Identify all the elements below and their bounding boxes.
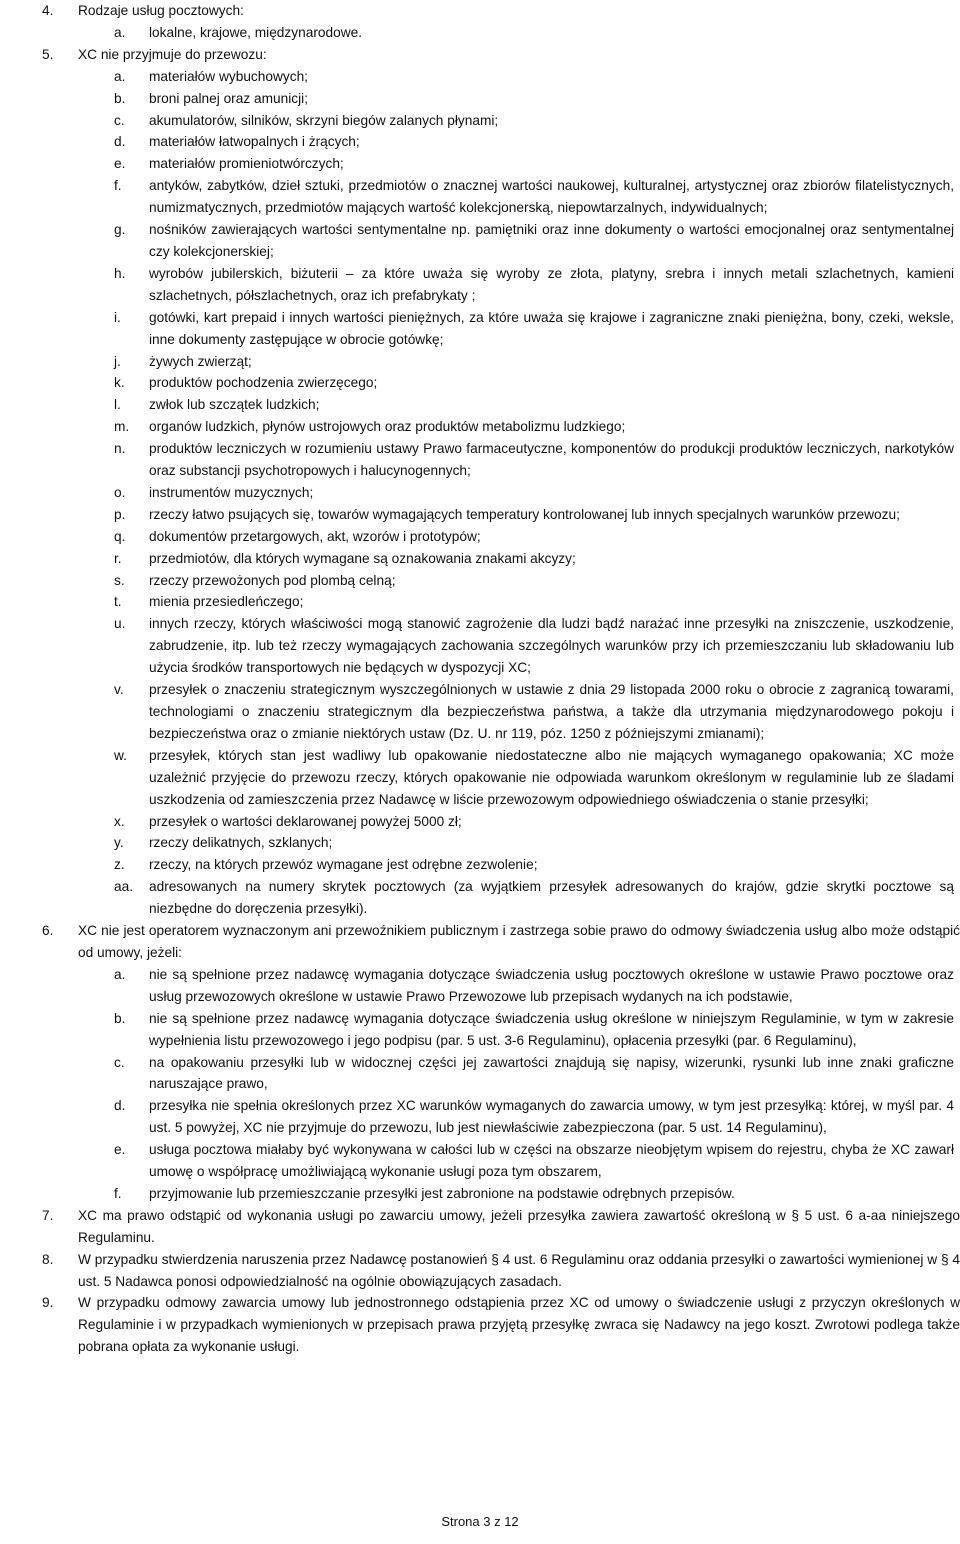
list-item-letter: u. bbox=[114, 616, 126, 632]
list-item bbox=[0, 110, 960, 132]
list-item-text: żywych zwierząt; bbox=[149, 353, 252, 369]
list-item-letter: d. bbox=[114, 1098, 126, 1114]
list-item bbox=[0, 307, 960, 351]
list-item-text: na opakowaniu przesyłki lub w widocznej części jej zawartości znajdują się napisy, wizerunki, rysunki lub inne znaki graficzne naruszające prawo, bbox=[149, 1054, 954, 1092]
list-item bbox=[0, 482, 960, 504]
list-item-text: przedmiotów, dla których wymagane są oznakowania znakami akcyzy; bbox=[149, 550, 576, 566]
list-item bbox=[0, 153, 960, 175]
list-item bbox=[0, 263, 960, 307]
section-number: 6. bbox=[42, 923, 54, 939]
list-item-text: instrumentów muzycznych; bbox=[149, 484, 314, 500]
list-item-letter: t. bbox=[114, 594, 122, 610]
list-item bbox=[0, 1139, 960, 1183]
list-item-letter: h. bbox=[114, 265, 126, 281]
section-text: W przypadku odmowy zawarcia umowy lub jednostronnego odstąpienia przez XC od umowy o świadczenie usługi z przyczyn określonych w Regulaminie i w przypadkach wymienionych w przepisach prawa przyjętą przesyłkę zwraca się Nadawcy na jego koszt. Zwrotowi podlega także pobrana opłata za wykonanie usługi. bbox=[78, 1295, 960, 1355]
list-item bbox=[0, 526, 960, 548]
list-item-letter: r. bbox=[114, 550, 122, 566]
list-item bbox=[0, 131, 960, 153]
list-item bbox=[0, 22, 960, 44]
list-item bbox=[0, 372, 960, 394]
list-item bbox=[0, 570, 960, 592]
list-item-text: zwłok lub szczątek ludzkich; bbox=[149, 397, 320, 413]
list-item bbox=[0, 504, 960, 526]
list-item-text: materiałów wybuchowych; bbox=[149, 68, 308, 84]
list-item bbox=[0, 1183, 960, 1205]
section-number: 5. bbox=[42, 46, 54, 62]
list-item-letter: i. bbox=[114, 309, 121, 325]
list-item-letter: aa. bbox=[114, 879, 134, 895]
list-item-letter: d. bbox=[114, 134, 126, 150]
list-item-letter: f. bbox=[114, 1185, 122, 1201]
list-item bbox=[0, 548, 960, 570]
list-item bbox=[0, 175, 960, 219]
list-item bbox=[0, 1052, 960, 1096]
list-item-letter: p. bbox=[114, 506, 126, 522]
list-item bbox=[0, 832, 960, 854]
list-item-letter: g. bbox=[114, 222, 126, 238]
section-5 bbox=[0, 44, 960, 66]
list-item-letter: o. bbox=[114, 484, 126, 500]
list-item-letter: q. bbox=[114, 528, 126, 544]
section-6 bbox=[0, 920, 960, 964]
list-item-text: organów ludzkich, płynów ustrojowych oraz produktów metabolizmu ludzkiego; bbox=[149, 419, 626, 435]
list-item-text: produktów leczniczych w rozumieniu ustawy Prawo farmaceutyczne, komponentów do produkcji produktów leczniczych, narkotyków oraz substancji psychotropowych i halucynogennych; bbox=[149, 441, 954, 479]
list-item-letter: a. bbox=[114, 966, 126, 982]
list-item-letter: x. bbox=[114, 813, 125, 829]
list-item bbox=[0, 964, 960, 1008]
list-item-text: dokumentów przetargowych, akt, wzorów i prototypów; bbox=[149, 528, 481, 544]
list-item-letter: k. bbox=[114, 375, 125, 391]
list-item-text: produktów pochodzenia zwierzęcego; bbox=[149, 375, 378, 391]
list-item bbox=[0, 219, 960, 263]
list-item-text: adresowanych na numery skrytek pocztowych (za wyjątkiem przesyłek adresowanych do krajów, gdzie skrytki pocztowe są niezbędne do doręczenia przesyłki). bbox=[149, 879, 954, 917]
page-footer: Strona 3 z 12 bbox=[441, 1514, 519, 1529]
section-number: 7. bbox=[42, 1207, 54, 1223]
list-item-text: przyjmowanie lub przemieszczanie przesyłki jest zabronione na podstawie odrębnych przepisów. bbox=[149, 1185, 735, 1201]
list-item-letter: c. bbox=[114, 1054, 125, 1070]
list-item-letter: w. bbox=[114, 747, 127, 763]
list-item-text: nośników zawierających wartości sentymentalne np. pamiętniki oraz inne dokumenty o wartości emocjonalnej oraz sentymentalnej czy kolekcjonerskiej; bbox=[149, 222, 954, 259]
list-item-text: nie są spełnione przez nadawcę wymagania dotyczące świadczenia usług określone w niniejszym Regulaminie, w tym w zakresie wypełnienia listu przewozowego i jego podpisu (par. 5 ust. 3-6 Regulaminu), opłacenia przesyłki (par. 6 Regulaminu), bbox=[149, 1010, 954, 1048]
list-item-text: usługa pocztowa miałaby być wykonywana w całości lub w części na obszarze nieobjętym wpisem do rejestru, chyba że XC zawarł umowę o współpracę umożliwiającą wykonanie usługi poza tym obszarem, bbox=[149, 1142, 954, 1180]
list-item-text: nie są spełnione przez nadawcę wymagania dotyczące świadczenia usług pocztowych określone w ustawie Prawo pocztowe oraz usług przewozowych określone w ustawie Prawo Przewozowe lub przepisach wydanych na ich podstawie, bbox=[149, 966, 954, 1004]
list-item bbox=[0, 394, 960, 416]
list-item bbox=[0, 1095, 960, 1139]
list-item-letter: z. bbox=[114, 857, 125, 873]
list-item-text: przesyłek, których stan jest wadliwy lub opakowanie niedostateczne albo nie mających wymaganego opakowania; XC może uzależnić przyjęcie do przewozu rzeczy, których opakowanie nie odpowiada warunkom określonym w regulaminie lub ze śladami uszkodzenia od zamieszczenia przez Nadawcę w liście przewozowym odpowiedniego oświadczenia o stanie przesyłki; bbox=[149, 747, 954, 807]
section-9 bbox=[0, 1292, 960, 1358]
list-item-text: mienia przesiedleńczego; bbox=[149, 594, 304, 610]
section-text: W przypadku stwierdzenia naruszenia przez Nadawcę postanowień § 4 ust. 6 Regulaminu oraz oddania przesyłki o zawartości wymienionej w § 4 ust. 5 Nadawca ponosi odpowiedzialność na ogólnie obowiązujących zasadach. bbox=[78, 1251, 960, 1289]
section-text: XC nie jest operatorem wyznaczonym ani przewoźnikiem publicznym i zastrzega sobie prawo do odmowy świadczenia usług albo może odstąpić od umowy, jeżeli: bbox=[78, 923, 960, 960]
list-item-letter: b. bbox=[114, 1010, 126, 1026]
list-item bbox=[0, 679, 960, 745]
list-item bbox=[0, 88, 960, 110]
list-item-letter: y. bbox=[114, 835, 124, 851]
list-item-text: rzeczy, na których przewóz wymagane jest odrębne zezwolenie; bbox=[149, 857, 538, 873]
list-item bbox=[0, 351, 960, 373]
list-item-letter: c. bbox=[114, 112, 125, 128]
list-item bbox=[0, 591, 960, 613]
list-item-text: rzeczy delikatnych, szklanych; bbox=[149, 835, 333, 851]
list-item-text: innych rzeczy, których właściwości mogą stanowić zagrożenie dla ludzi bądź narażać inne przesyłki na zniszczenie, uszkodzenie, zabrudzenie, itp. lub też rzeczy wymagających zachowania szczególnych warunków przy ich przemieszczaniu lub składowaniu lub użycia środków transportowych nie będących w dyspozycji XC; bbox=[149, 616, 954, 676]
list-item bbox=[0, 438, 960, 482]
list-item-text: materiałów łatwopalnych i żrących; bbox=[149, 134, 360, 150]
list-item-text: przesyłek o znaczeniu strategicznym wyszczególnionych w ustawie z dnia 29 listopada 2000 roku o obrocie z zagranicą towarami, technologiami o znaczeniu strategicznym dla bezpieczeństwa państwa, a także dla utrzymania międzynarodowego pokoju i bezpieczeństwa oraz o zmianie niektórych ustaw (Dz. U. nr 119, póz. 1250 z późniejszymi zmianami); bbox=[149, 682, 954, 741]
list-item-letter: e. bbox=[114, 1142, 126, 1158]
list-item-text: rzeczy łatwo psujących się, towarów wymagających temperatury kontrolowanej lub innych specjalnych warunków przewozu; bbox=[149, 506, 900, 522]
section-number: 9. bbox=[42, 1295, 54, 1311]
list-item-text: rzeczy przewożonych pod plombą celną; bbox=[149, 572, 396, 588]
list-item-text: przesyłek o wartości deklarowanej powyżej 5000 zł; bbox=[149, 813, 462, 829]
list-item-letter: n. bbox=[114, 441, 126, 457]
list-item-letter: m. bbox=[114, 419, 130, 435]
list-item-text: broni palnej oraz amunicji; bbox=[149, 90, 309, 106]
list-item-text: lokalne, krajowe, międzynarodowe. bbox=[149, 24, 363, 40]
section-4 bbox=[0, 0, 960, 22]
list-item-letter: b. bbox=[114, 90, 126, 106]
list-item-letter: a. bbox=[114, 24, 126, 40]
list-item-letter: f. bbox=[114, 178, 122, 194]
list-item-letter: j. bbox=[114, 353, 121, 369]
section-text: XC nie przyjmuje do przewozu: bbox=[78, 46, 267, 62]
list-item-text: gotówki, kart prepaid i innych wartości pieniężnych, za które uważa się krajowe i zagraniczne znaki pieniężna, bony, czeki, weksle, inne dokumenty zastępujące w obrocie gotówkę; bbox=[149, 309, 954, 347]
list-item bbox=[0, 854, 960, 876]
list-item-text: materiałów promieniotwórczych; bbox=[149, 156, 344, 172]
list-item-letter: l. bbox=[114, 397, 121, 413]
list-item-letter: s. bbox=[114, 572, 125, 588]
section-text: XC ma prawo odstąpić od wykonania usługi po zawarciu umowy, jeżeli przesyłka zawiera zawartość określoną w § 5 ust. 6 a-aa niniejszego Regulaminu. bbox=[78, 1207, 960, 1245]
section-number: 4. bbox=[42, 3, 54, 18]
list-item-text: antyków, zabytków, dzieł sztuki, przedmiotów o znacznej wartości naukowej, kulturalnej, artystycznej oraz zbiorów filatelistycznych, numizmatycznych, przedmiotów mających wartość kolekcjonerską, niepowtarzalnych, indywidualnych; bbox=[149, 178, 954, 216]
list-item bbox=[0, 66, 960, 88]
list-item bbox=[0, 613, 960, 679]
list-item bbox=[0, 876, 960, 920]
list-item-letter: a. bbox=[114, 68, 126, 84]
list-item bbox=[0, 745, 960, 811]
section-text: Rodzaje usług pocztowych: bbox=[78, 3, 244, 18]
list-item-letter: v. bbox=[114, 682, 124, 698]
list-item-text: wyrobów jubilerskich, biżuterii – za które uważa się wyroby ze złota, platyny, srebra i innych metali szlachetnych, kamieni szlachetnych, półszlachetnych, oraz ich prefabrykaty ; bbox=[149, 265, 954, 303]
list-item bbox=[0, 811, 960, 833]
list-item bbox=[0, 416, 960, 438]
section-8 bbox=[0, 1249, 960, 1293]
section-7 bbox=[0, 1205, 960, 1249]
list-item-text: akumulatorów, silników, skrzyni biegów zalanych płynami; bbox=[149, 112, 499, 128]
list-item-text: przesyłka nie spełnia określonych przez XC warunków wymaganych do zawarcia umowy, w tym jest przesyłką: której, w myśl par. 4 ust. 5 powyżej, XC nie przyjmuje do przewozu, lub jest niewłaściwie zabezpieczona (par. 5 ust. 14 Regulaminu), bbox=[149, 1098, 954, 1136]
list-item bbox=[0, 1008, 960, 1052]
section-number: 8. bbox=[42, 1251, 54, 1267]
list-item-letter: e. bbox=[114, 156, 126, 172]
